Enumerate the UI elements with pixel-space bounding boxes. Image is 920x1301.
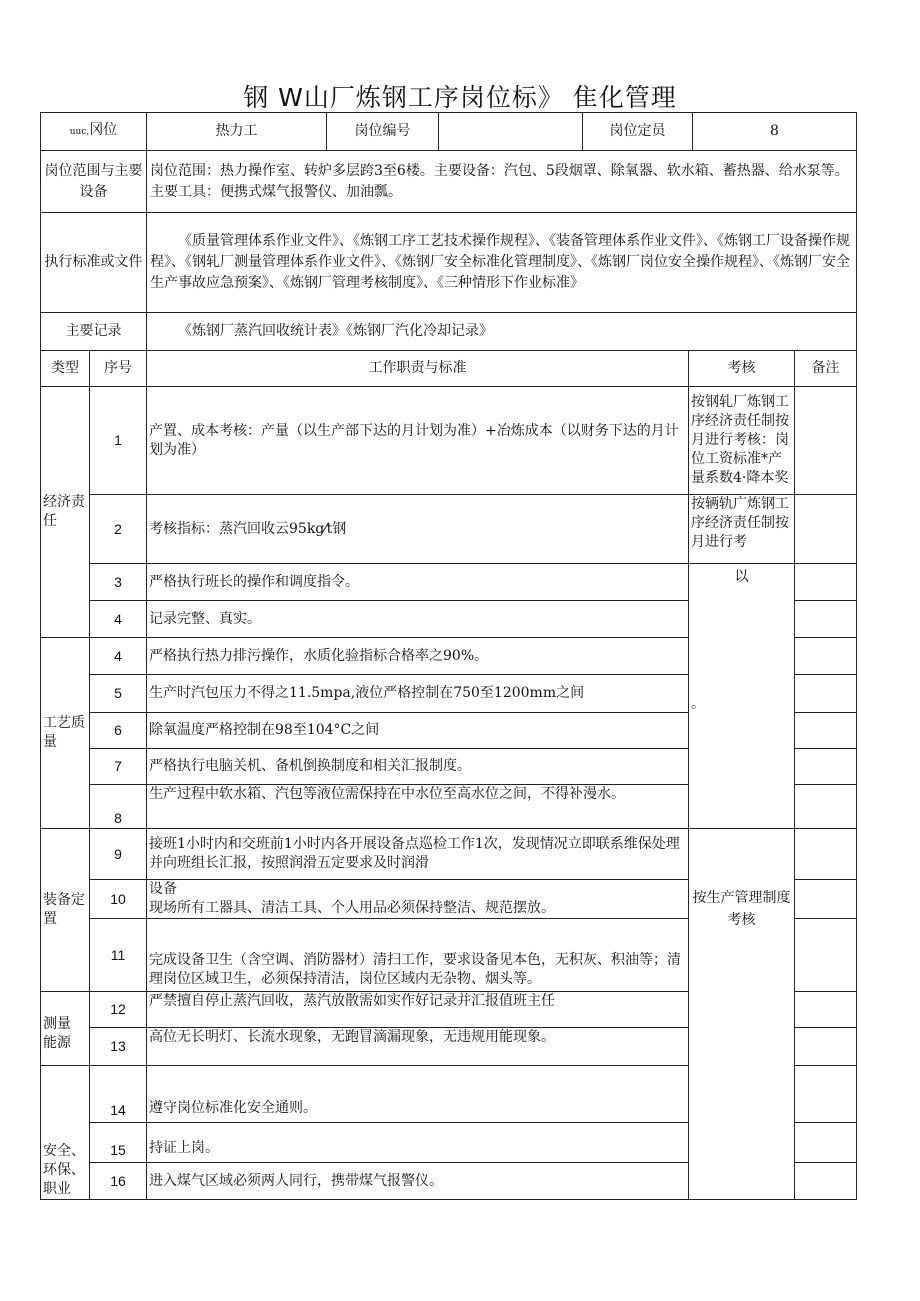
assessment-fragment: 。 (691, 696, 705, 712)
assessment-text: 按钢轧厂炼钢工序经济责任制按月进行考核：岗位工资标准*产量系数4·降本奖 (689, 387, 795, 495)
remark-cell (795, 829, 857, 880)
table-row (41, 495, 857, 564)
remark-cell (795, 992, 857, 1028)
position-value: 热力工 (147, 113, 327, 151)
row-number: 10 (90, 880, 147, 919)
row-text: 完成设备卫生（含空调、消防器材）清扫工作，要求设备见本色，无积灰、积油等；清理岗位区域卫生，必须保持清洁，岗位区域内无杂物、烟头等。 (147, 919, 689, 992)
row-number: 5 (90, 675, 147, 713)
row-text: 生产过程中软水箱、汽包等液位需保持在中水位至高水位之间，不得补漫水。 (147, 785, 689, 829)
table-row (41, 564, 857, 601)
row-number: 15 (90, 1123, 147, 1163)
assessment-text: 按辆轨广炼钢工序经济责任制按月进行考 (689, 495, 795, 564)
page-title: 钢 W山厂炼钢工序岗位标》 隹化管理 (243, 83, 677, 112)
col-assessment: 考核 (689, 351, 795, 387)
remark-cell (795, 1066, 857, 1123)
category-equipment: 装备定置 (41, 829, 90, 992)
standards-label: 执行标准或文件 (41, 213, 147, 313)
row-text: 除氧温度严格控制在98至104°C之间 (147, 713, 689, 749)
row-number: 1 (90, 387, 147, 495)
remark-cell (795, 564, 857, 601)
assessment-text (689, 564, 795, 829)
row-number: 11 (90, 919, 147, 992)
category-process: 工艺质量 (41, 638, 90, 829)
category-measure-energy (41, 992, 90, 1066)
header-table (40, 112, 857, 351)
row-text: 接班1小时内和交班前1小时内各开展设备点巡检工作1次，发现情况立即联系维保处理并向班组长汇报，按照润滑五定要求及时润滑 (147, 829, 689, 880)
category-economic: 经济责任 (41, 387, 90, 638)
row-number: 16 (90, 1163, 147, 1200)
row-text: 严格执行热力排污操作，水质化验指标合格率之90%。 (147, 638, 689, 675)
remark-cell (795, 1028, 857, 1066)
table-row (41, 387, 857, 495)
row-text: 生产时汽包压力不得之11.5mpa,液位严格控制在750至1200mm之间 (147, 675, 689, 713)
position-label: 冈位 (89, 122, 118, 138)
assessment-text: 按生产管理制度考核 (689, 829, 795, 1200)
remark-cell (795, 495, 857, 564)
remark-cell (795, 749, 857, 785)
remark-cell (795, 1163, 857, 1200)
assessment-fragment: 以 (734, 569, 749, 585)
staff-value: 8 (693, 113, 857, 151)
col-type: 类型 (41, 351, 90, 387)
duty-table (40, 350, 857, 1200)
table-row (41, 829, 857, 880)
row-number: 3 (90, 564, 147, 601)
remark-cell (795, 387, 857, 495)
remark-cell (795, 919, 857, 992)
row-number: 9 (90, 829, 147, 880)
remark-cell (795, 638, 857, 675)
row-text-line: 设备 (149, 881, 177, 897)
row-number: 12 (90, 992, 147, 1028)
standards-text: 《质量管理体系作业文件》、《炼钢工序工艺技术操作规程》、《装备管理体系作业文件》、《炼钢工厂设备操作规程》、《钢轧厂测量管理体系作业文件》、《炼钢厂安全标准化管理制度》、《炼钢厂岗位安全操作规程》、《炼钢厂安全生产事故应急预案》、《炼钢厂管理考核制度》、《三种情形下作业标准》 (147, 213, 857, 313)
remark-cell (795, 880, 857, 919)
row-number: 6 (90, 713, 147, 749)
row-text: 高位无长明灯、长流水现象，无跑冒滴漏现象，无违规用能现象。 (147, 1028, 689, 1066)
remark-cell (795, 785, 857, 829)
position-label-cell (41, 113, 147, 151)
row-number: 2 (90, 495, 147, 564)
remark-cell (795, 601, 857, 638)
row-text (147, 880, 689, 919)
code-label: 岗位编号 (327, 113, 439, 151)
row-number: 8 (90, 785, 147, 829)
row-text: 产置、成本考核：产量（以生产部下达的月计划为准）+冶炼成本（以财务下达的月计划为准） (147, 387, 689, 495)
scope-text: 岗位范围：热力操作室、转炉多层跨3至6楼。主要设备：汽包、5段烟罩、除氧器、软水箱、蓄热器、给水泵等。主要工具：便携式煤气报警仪、加油瓢。 (147, 151, 857, 213)
staff-label: 岗位定员 (583, 113, 693, 151)
row-text: 遵守岗位标准化安全通则。 (147, 1066, 689, 1123)
col-duty: 工作职责与标准 (147, 351, 689, 387)
row-text: 持证上岗。 (147, 1123, 689, 1163)
category-safety: 安全、环保、职业 (41, 1066, 90, 1200)
records-label: 主要记录 (41, 313, 147, 351)
row-number: 4 (90, 601, 147, 638)
col-no: 序号 (90, 351, 147, 387)
position-label-prefix: uuc, (69, 127, 90, 137)
row-text: 严禁擅自停止蒸汽回收，蒸汽放散需如实作好记录并汇报值班主任 (147, 992, 689, 1028)
row-number: 13 (90, 1028, 147, 1066)
category-measure: 测量 (43, 1015, 71, 1032)
code-value (439, 113, 583, 151)
remark-cell (795, 1123, 857, 1163)
row-text: 严格执行电脑关机、备机倒换制度和相关汇报制度。 (147, 749, 689, 785)
records-text: 《炼钢厂蒸汽回收统计表》《炼钢厂汽化冷却记录》 (147, 313, 857, 351)
row-text: 进入煤气区域必须两人同行，携带煤气报警仪。 (147, 1163, 689, 1200)
row-text: 记录完整、真实。 (147, 601, 689, 638)
row-text: 考核指标：蒸汽回收云95kg⁄t钢 (147, 495, 689, 564)
row-number: 4 (90, 638, 147, 675)
row-text-line: 现场所有工器具、清洁工具、个人用品必须保持整洁、规范摆放。 (149, 900, 555, 916)
row-number: 14 (90, 1066, 147, 1123)
scope-label: 岗位范围与主要设备 (41, 151, 147, 213)
remark-cell (795, 675, 857, 713)
category-energy: 能源 (43, 1034, 71, 1051)
remark-cell (795, 713, 857, 749)
col-remark: 备注 (795, 351, 857, 387)
row-text: 严格执行班长的操作和调度指令。 (147, 564, 689, 601)
row-number: 7 (90, 749, 147, 785)
